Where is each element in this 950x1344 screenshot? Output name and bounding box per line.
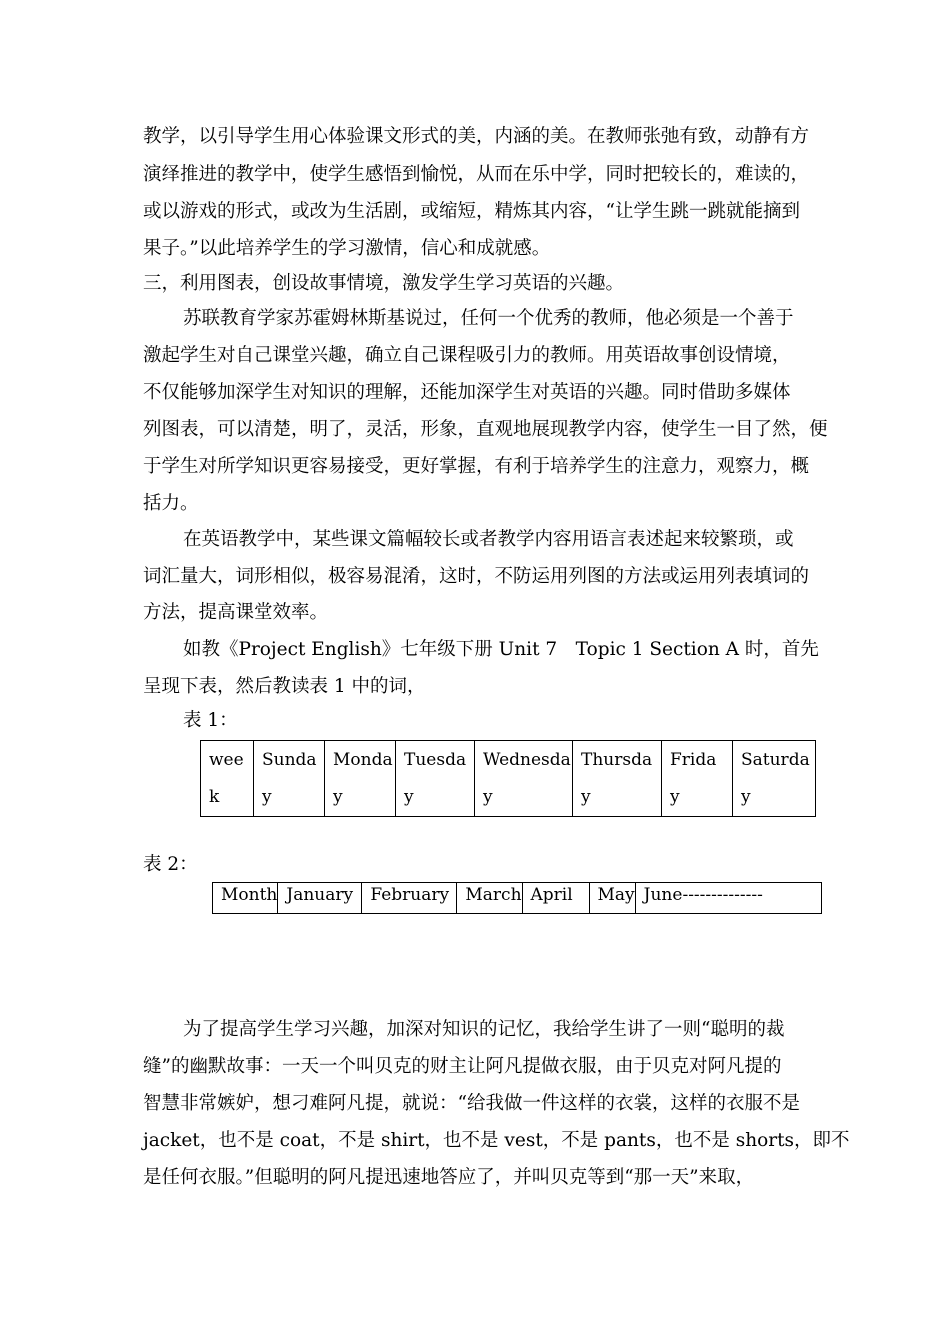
paragraph-line: 不仅能够加深学生对知识的理解，还能加深学生对英语的兴趣。同时借助多媒体 [143, 382, 791, 403]
table-cell: Thursda y [573, 741, 662, 817]
paragraph-line: 激起学生对自己课堂兴趣，确立自己课程吸引力的教师。用英语故事创设情境， [143, 345, 791, 366]
paragraph-line: jacket，也不是 coat，不是 shirt，也不是 vest，不是 pants，也不是 shorts，即不 [143, 1130, 850, 1151]
table-cell: Wednesda y [475, 741, 573, 817]
table-cell: May [589, 883, 635, 914]
section-heading: 三，利用图表，创设故事情境，激发学生学习英语的兴趣。 [143, 273, 625, 294]
paragraph-line: 果子。”以此培养学生的学习激情，信心和成就感。 [143, 238, 551, 259]
table-cell: June-------------- [635, 883, 821, 914]
paragraph-line: 苏联教育学家苏霍姆林斯基说过，任何一个优秀的教师，他必须是一个善于 [183, 308, 794, 329]
table-row [201, 741, 816, 817]
table-cell: April [522, 883, 589, 914]
month-table [212, 882, 822, 914]
table-cell: Tuesda y [396, 741, 475, 817]
weekday-table [200, 740, 816, 817]
paragraph-line: 演绎推进的教学中，使学生感悟到愉悦，从而在乐中学，同时把较长的，难读的， [143, 164, 810, 185]
paragraph-line: 智慧非常嫉妒，想刁难阿凡提，就说：“给我做一件这样的衣裳，这样的衣服不是 [143, 1093, 800, 1114]
paragraph-line: 是任何衣服。”但聪明的阿凡提迅速地答应了，并叫贝克等到“那一天”来取， [143, 1167, 755, 1188]
table-cell: Sunda y [254, 741, 325, 817]
table-row [213, 883, 822, 914]
paragraph-line: 在英语教学中，某些课文篇幅较长或者教学内容用语言表述起来较繁琐，或 [183, 529, 794, 550]
table-cell: Month [213, 883, 278, 914]
table-cell: Frida y [662, 741, 733, 817]
table1-label: 表 1： [183, 710, 238, 731]
table-cell: March [457, 883, 522, 914]
paragraph-line: 教学，以引导学生用心体验课文形式的美，内涵的美。在教师张弛有致，动静有方 [143, 126, 810, 147]
paragraph-line: 词汇量大，词形相似，极容易混淆，这时，不防运用列图的方法或运用列表填词的 [143, 566, 810, 587]
paragraph-line: 呈现下表，然后教读表 1 中的词， [143, 676, 426, 697]
paragraph-line: 括力。 [143, 493, 199, 514]
paragraph-line: 或以游戏的形式，或改为生活剧，或缩短，精炼其内容，“让学生跳一跳就能摘到 [143, 201, 800, 222]
paragraph-line: 列图表，可以清楚，明了，灵活，形象，直观地展现教学内容，使学生一目了然，便 [143, 419, 828, 440]
paragraph-line: 如教《Project English》七年级下册 Unit 7 Topic 1 Section A 时，首先 [183, 639, 819, 660]
table-cell: January [278, 883, 362, 914]
paragraph-line: 缝”的幽默故事：一天一个叫贝克的财主让阿凡提做衣服，由于贝克对阿凡提的 [143, 1056, 782, 1077]
table2-label: 表 2： [143, 854, 198, 875]
table-cell: Monda y [325, 741, 396, 817]
table-cell: wee k [201, 741, 254, 817]
table-cell: February [362, 883, 457, 914]
table-cell: Saturda y [733, 741, 816, 817]
paragraph-line: 为了提高学生学习兴趣，加深对知识的记忆，我给学生讲了一则“聪明的裁 [183, 1019, 785, 1040]
paragraph-line: 方法，提高课堂效率。 [143, 602, 329, 623]
paragraph-line: 于学生对所学知识更容易接受，更好掌握，有利于培养学生的注意力，观察力，概 [143, 456, 810, 477]
